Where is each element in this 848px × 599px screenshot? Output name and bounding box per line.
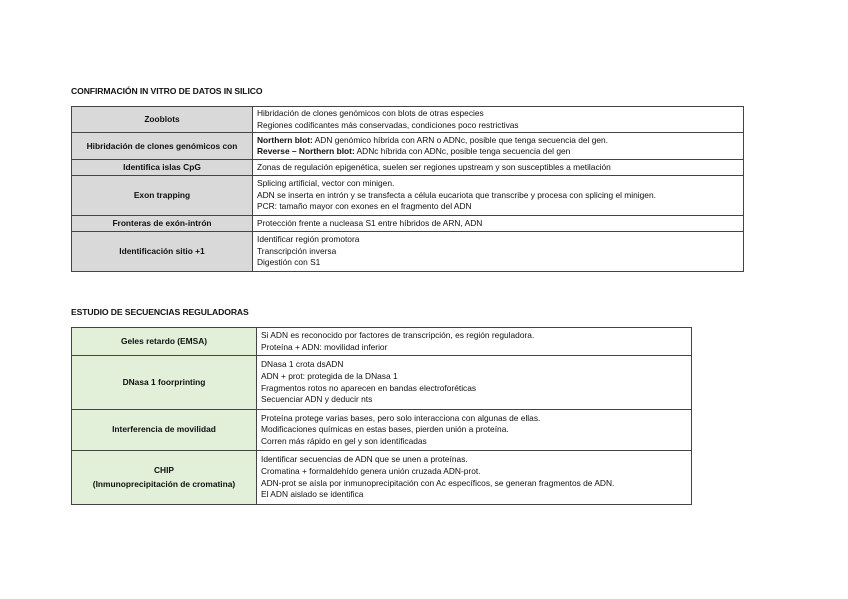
row-label-exon-trapping: Exon trapping bbox=[72, 176, 253, 216]
row-label-zooblots: Zooblots bbox=[72, 107, 253, 133]
table-estudio bbox=[71, 327, 692, 505]
row-label-fronteras: Fronteras de exón-intrón bbox=[72, 216, 253, 232]
table-row bbox=[72, 160, 744, 176]
row-label-interferencia: Interferencia de movilidad bbox=[72, 410, 257, 451]
row-label-geles: Geles retardo (EMSA) bbox=[72, 328, 257, 356]
table-row bbox=[72, 328, 692, 356]
table-row bbox=[72, 133, 744, 160]
section-title-confirmacion: CONFIRMACIÓN IN VITRO DE DATOS IN SILICO bbox=[71, 86, 263, 96]
row-desc-dnasa: DNasa 1 crota dsADN ADN + prot: protegida de la DNasa 1 Fragmentos rotos no aparecen en bandas electroforéticas Secuenciar ADN y deducir nts bbox=[257, 356, 692, 410]
table-row bbox=[72, 107, 744, 133]
table-row bbox=[72, 176, 744, 216]
row-label-sitio-1: Identificación sitio +1 bbox=[72, 232, 253, 272]
section-title-estudio: ESTUDIO DE SECUENCIAS REGULADORAS bbox=[71, 307, 249, 317]
row-desc-zooblots: Hibridación de clones genómicos con blots de otras especies Regiones codificantes más conservadas, condiciones poco restrictivas bbox=[253, 107, 744, 133]
table-row bbox=[72, 451, 692, 505]
row-desc-chip: Identificar secuencias de ADN que se unen a proteínas. Cromatina + formaldehído genera unión cruzada ADN-prot. ADN-prot se aísla por inmunoprecipitación con Ac específicos, se generan fragmentos de ADN. El ADN aislado se identifica bbox=[257, 451, 692, 505]
table-row bbox=[72, 410, 692, 451]
row-label-dnasa: DNasa 1 foorprinting bbox=[72, 356, 257, 410]
row-desc-geles: Si ADN es reconocido por factores de transcripción, es región reguladora. Proteína + ADN: movilidad inferior bbox=[257, 328, 692, 356]
row-label-islas-cpg: Identifica islas CpG bbox=[72, 160, 253, 176]
row-desc-exon-trapping: Splicing artificial, vector con minigen. ADN se inserta en intrón y se transfecta a célula eucariota que transcribe y procesa con splicing el minigen. PCR: tamaño mayor con exones en el fragmento del ADN bbox=[253, 176, 744, 216]
row-label-hibridacion: Hibridación de clones genómicos con bbox=[72, 133, 253, 160]
row-desc-interferencia: Proteína protege varias bases, pero solo interacciona con algunas de ellas. Modificaciones químicas en estas bases, pierden unión a proteína. Corren más rápido en gel y son identificadas bbox=[257, 410, 692, 451]
table-row bbox=[72, 216, 744, 232]
row-label-chip: CHIP (Inmunoprecipitación de cromatina) bbox=[72, 451, 257, 505]
row-desc-sitio-1: Identificar región promotora Transcripción inversa Digestión con S1 bbox=[253, 232, 744, 272]
table-row bbox=[72, 356, 692, 410]
table-confirmacion bbox=[71, 106, 744, 272]
row-desc-hibridacion: Northern blot: ADN genómico híbrida con ARN o ADNc, posible que tenga secuencia del gen. Reverse – Northern blot: ADNc híbrida con ADNc, posible tenga secuencia del gen bbox=[253, 133, 744, 160]
row-desc-fronteras: Protección frente a nucleasa S1 entre híbridos de ARN, ADN bbox=[253, 216, 744, 232]
row-desc-islas-cpg: Zonas de regulación epigenética, suelen ser regiones upstream y son susceptibles a metilación bbox=[253, 160, 744, 176]
table-row bbox=[72, 232, 744, 272]
